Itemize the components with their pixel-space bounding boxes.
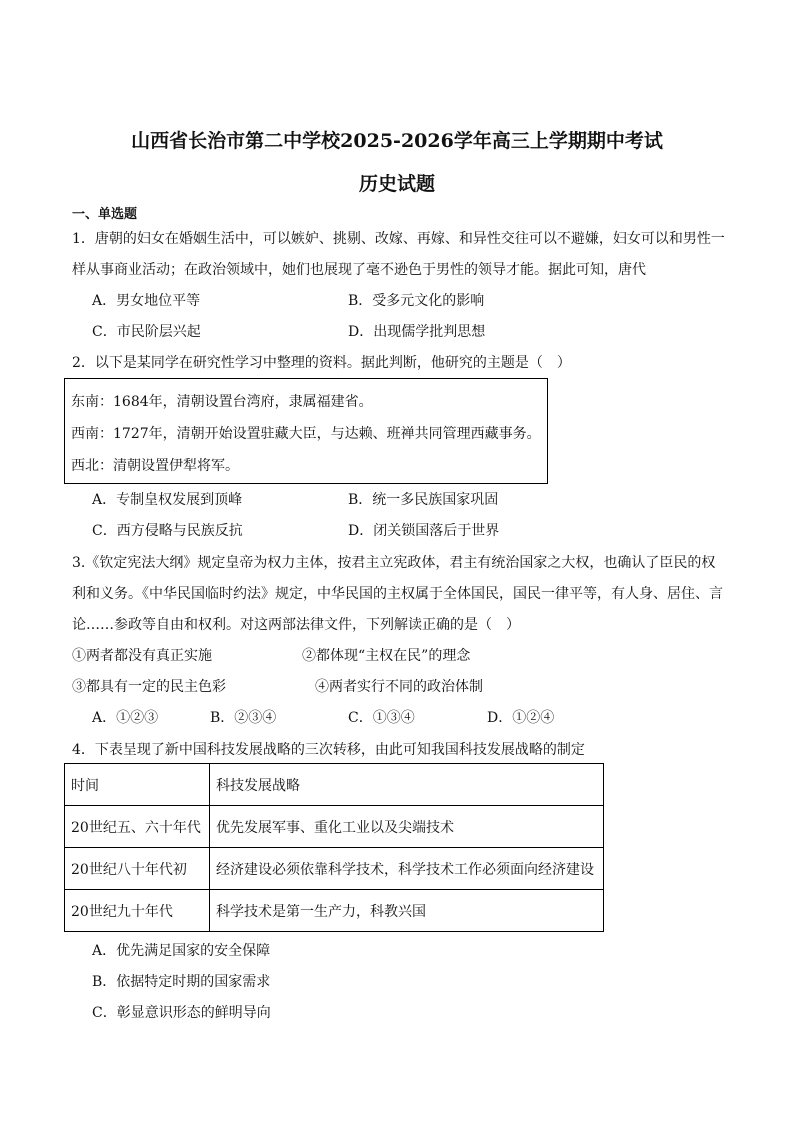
- question-1-option-d[interactable]: D．出现儒学批判思想: [348, 324, 486, 340]
- question-1-stem-line-1: 1．唐朝的妇女在婚姻生活中，可以嫉妒、挑剔、改嫁、再嫁、和异性交往可以不避嫌，妇女可以和男性一: [72, 231, 725, 247]
- question-3-stem-line-1: 3.《钦定宪法大纲》规定皇帝为权力主体，按君主立宪政体，君主有统治国家之大权，也确认了臣民的权: [72, 555, 716, 571]
- material-line: 东南：1684年，清朝设置台湾府，隶属福建省。: [71, 394, 373, 410]
- question-3-item-3: ③都具有一定的民主色彩: [72, 679, 226, 695]
- table-cell: 科学技术是第一生产力，科教兴国: [210, 890, 604, 932]
- material-line: 西南：1727年，清朝开始设置驻藏大臣，与达赖、班禅共同管理西藏事务。: [71, 426, 541, 442]
- question-2-option-a[interactable]: A．专制皇权发展到顶峰: [92, 492, 243, 508]
- table-cell: 20世纪五、六十年代: [65, 806, 210, 848]
- table-cell: 20世纪八十年代初: [65, 848, 210, 890]
- question-1-option-c[interactable]: C．市民阶层兴起: [92, 324, 201, 340]
- question-4-option-c[interactable]: C．彰显意识形态的鲜明导向: [92, 1005, 271, 1021]
- question-3-stem-line-2: 利和义务。《中华民国临时约法》规定，中华民国的主权属于全体国民，国民一律平等，有人身、居住、言: [72, 586, 723, 602]
- question-3-item-4: ④两者实行不同的政治体制: [315, 679, 483, 695]
- question-4-option-b[interactable]: B．依据特定时期的国家需求: [92, 974, 271, 990]
- question-3-option-b[interactable]: B．②③④: [210, 710, 277, 726]
- section-heading: 一、单选题: [72, 207, 138, 222]
- exam-subtitle: 历史试题: [358, 173, 435, 195]
- question-1-option-b[interactable]: B．受多元文化的影响: [348, 293, 485, 309]
- question-2-stem: 2．以下是某同学在研究性学习中整理的资料。据此判断，他研究的主题是（ ）: [72, 355, 571, 371]
- table-row: [65, 890, 604, 932]
- question-3-item-1: ①两者都没有真正实施: [72, 648, 212, 664]
- table-header-cell: 科技发展战略: [210, 764, 604, 806]
- question-2-option-b[interactable]: B．统一多民族国家巩固: [348, 492, 499, 508]
- exam-title: 山西省长治市第二中学校2025-2026学年高三上学期期中考试: [131, 130, 663, 152]
- question-1-option-a[interactable]: A．男女地位平等: [92, 293, 201, 309]
- material-line: 西北：清朝设置伊犁将军。: [71, 458, 239, 474]
- table-cell: 优先发展军事、重化工业以及尖端技术: [210, 806, 604, 848]
- question-3-stem-line-3: 论……参政等自由和权利。对这两部法律文件，下列解读正确的是（ ）: [72, 617, 520, 633]
- question-4-stem: 4．下表呈现了新中国科技发展战略的三次转移，由此可知我国科技发展战略的制定: [72, 742, 585, 758]
- question-2-option-c[interactable]: C．西方侵略与民族反抗: [92, 523, 243, 539]
- strategy-table: [64, 763, 604, 932]
- question-3-option-c[interactable]: C．①③④: [348, 710, 415, 726]
- question-3-option-a[interactable]: A．①②③: [92, 710, 159, 726]
- table-header-cell: 时间: [65, 764, 210, 806]
- table-cell: 经济建设必须依靠科学技术，科学技术工作必须面向经济建设: [210, 848, 604, 890]
- question-3-option-d[interactable]: D．①②④: [487, 710, 555, 726]
- question-2-material-box: [64, 378, 548, 484]
- question-1-stem-line-2: 样从事商业活动；在政治领域中，她们也展现了毫不逊色于男性的领导才能。据此可知，唐代: [72, 262, 646, 278]
- question-2-option-d[interactable]: D．闭关锁国落后于世界: [348, 523, 500, 539]
- table-row: [65, 848, 604, 890]
- table-row: [65, 806, 604, 848]
- question-3-item-2: ②都体现“主权在民”的理念: [302, 648, 471, 664]
- table-cell: 20世纪九十年代: [65, 890, 210, 932]
- table-header-row: [65, 764, 604, 806]
- question-4-option-a[interactable]: A．优先满足国家的安全保障: [92, 943, 271, 959]
